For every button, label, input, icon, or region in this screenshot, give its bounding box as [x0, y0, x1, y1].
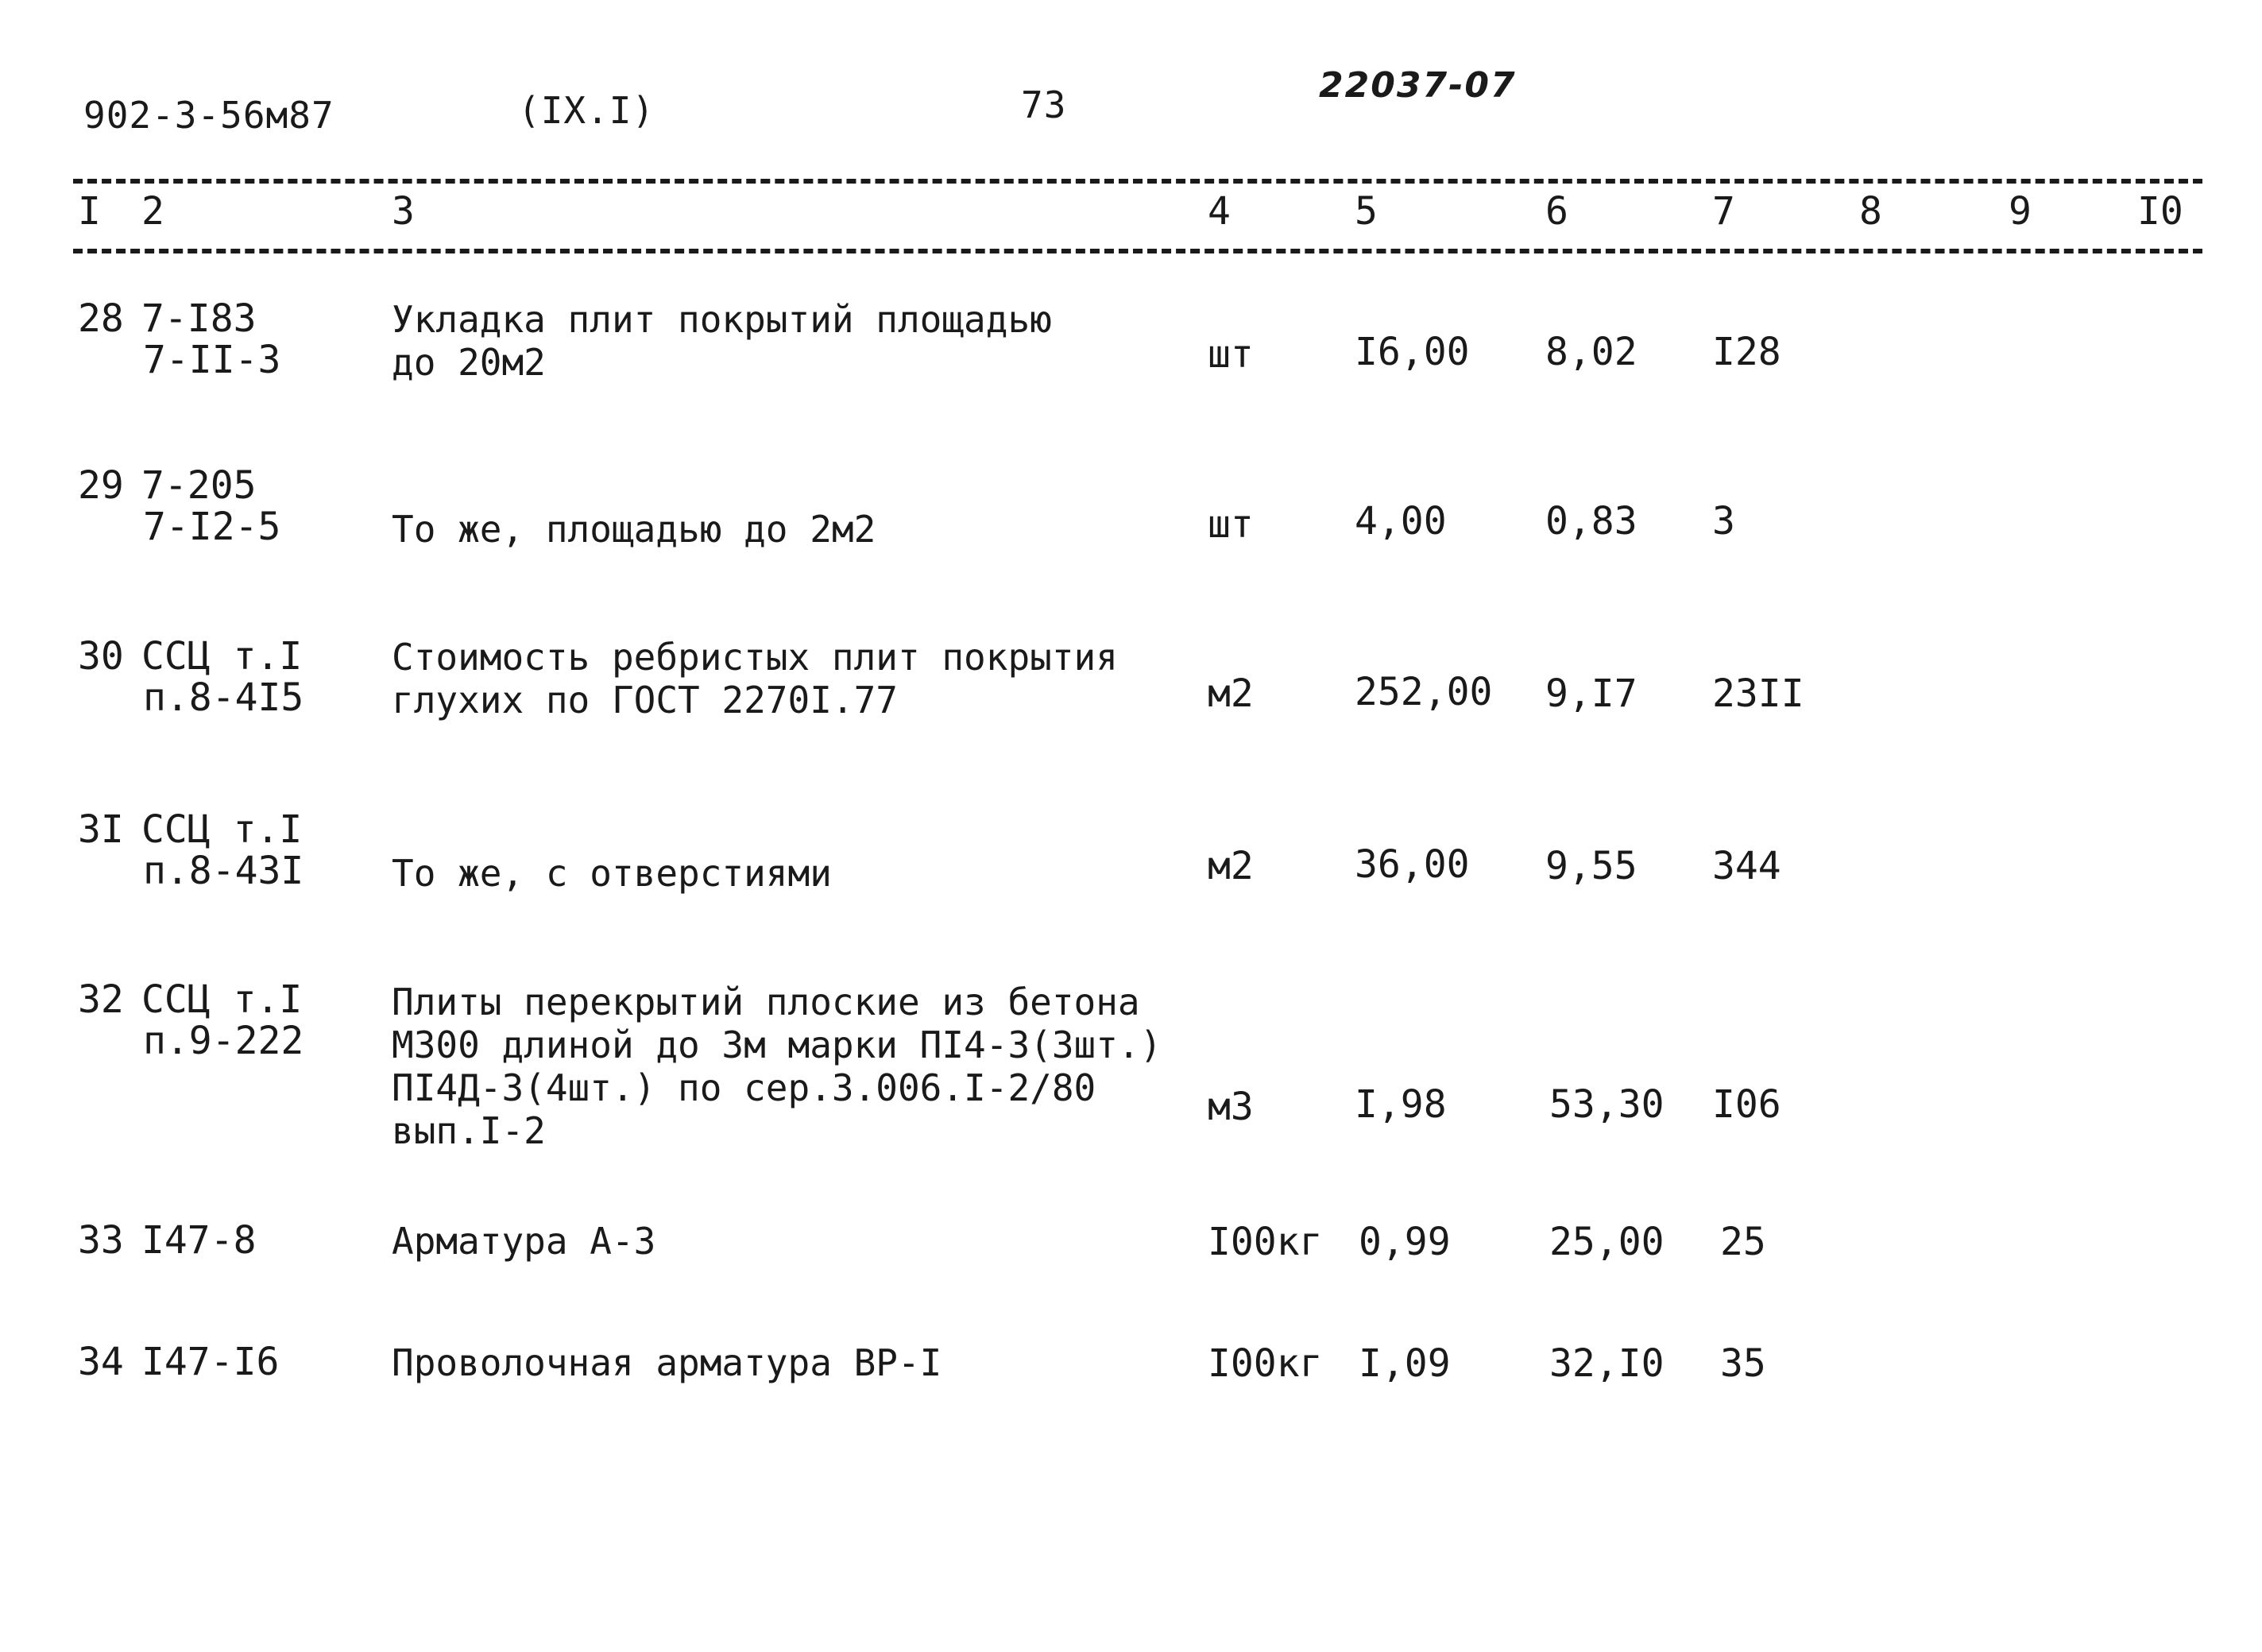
- row-description: Стоимость ребристых плит покрытия глухих по ГОСТ 2270I.77: [392, 636, 1118, 722]
- row-code: I47-I6: [141, 1340, 280, 1384]
- column-header-2: 2: [141, 189, 164, 234]
- row-qty: 0,99: [1359, 1220, 1451, 1264]
- row-code: ССЦ т.I п.8-43I: [141, 807, 304, 893]
- row-unit: шт: [1208, 332, 1254, 377]
- row-unit: м3: [1208, 1085, 1254, 1129]
- header-bottom-rule: [73, 249, 2202, 253]
- row-description: Укладка плит покрытий площадью до 20м2: [392, 298, 1052, 384]
- row-number: 34: [78, 1340, 124, 1384]
- row-unit: м2: [1208, 844, 1254, 888]
- column-header-7: 7: [1712, 189, 1735, 234]
- row-total: 23II: [1712, 671, 1804, 716]
- row-description: Проволочная арматура ВР-I: [392, 1341, 942, 1384]
- row-price: 9,I7: [1545, 671, 1638, 716]
- row-description: То же, площадью до 2м2: [392, 508, 876, 551]
- column-header-5: 5: [1355, 189, 1378, 234]
- row-total: 25: [1720, 1220, 1766, 1264]
- row-number: 33: [78, 1218, 124, 1263]
- row-description: То же, с отверстиями: [392, 852, 832, 895]
- row-number: 32: [78, 977, 124, 1022]
- row-number: 3I: [78, 807, 124, 852]
- row-code: ССЦ т.I п.9-222: [141, 977, 304, 1063]
- column-header-8: 8: [1859, 189, 1882, 234]
- row-price: 25,00: [1549, 1220, 1665, 1264]
- row-unit: м2: [1208, 671, 1254, 716]
- column-header-4: 4: [1208, 189, 1231, 234]
- row-total: I06: [1712, 1082, 1781, 1127]
- row-code: I47-8: [141, 1218, 257, 1263]
- row-total: 3: [1712, 499, 1735, 544]
- row-qty: 36,00: [1355, 842, 1470, 887]
- row-code: 7-I83 7-II-3: [141, 296, 281, 382]
- row-number: 29: [78, 463, 124, 508]
- column-header-6: 6: [1545, 189, 1568, 234]
- section-number: (IX.I): [518, 89, 655, 132]
- row-qty: I,09: [1359, 1341, 1451, 1386]
- document-code: 902-3-56м87: [83, 94, 334, 137]
- row-price: 0,83: [1545, 499, 1638, 544]
- row-total: 344: [1712, 844, 1781, 888]
- column-header-3: 3: [392, 189, 415, 234]
- row-price: 32,I0: [1549, 1341, 1665, 1386]
- page-number: 73: [1021, 83, 1067, 126]
- row-unit: I00кг: [1208, 1341, 1323, 1386]
- row-qty: 252,00: [1355, 670, 1493, 714]
- row-price: 9,55: [1545, 844, 1638, 888]
- row-total: 35: [1720, 1341, 1766, 1386]
- row-total: I28: [1712, 330, 1781, 374]
- row-qty: I6,00: [1355, 330, 1470, 374]
- column-header-1: I: [78, 189, 101, 234]
- column-header-9: 9: [2009, 189, 2032, 234]
- row-price: 8,02: [1545, 330, 1638, 374]
- row-unit: I00кг: [1208, 1220, 1323, 1264]
- row-code: 7-205 7-I2-5: [141, 463, 281, 549]
- row-qty: 4,00: [1355, 499, 1447, 544]
- row-price: 53,30: [1549, 1082, 1665, 1127]
- row-number: 28: [78, 296, 124, 341]
- row-qty: I,98: [1355, 1082, 1447, 1127]
- row-number: 30: [78, 634, 124, 679]
- column-header-10: I0: [2137, 189, 2183, 234]
- row-description: Арматура А-3: [392, 1220, 656, 1263]
- header-top-rule: [73, 179, 2202, 184]
- row-unit: шт: [1208, 502, 1254, 547]
- archive-number: 22037-07: [1319, 65, 1517, 106]
- row-description: Плиты перекрытий плоские из бетона М300 длиной до 3м марки ПI4-3(3шт.) ПI4Д-3(4шт.) по сер.3.006.I-2/80 вып.I-2: [392, 981, 1162, 1152]
- row-code: ССЦ т.I п.8-4I5: [141, 634, 304, 720]
